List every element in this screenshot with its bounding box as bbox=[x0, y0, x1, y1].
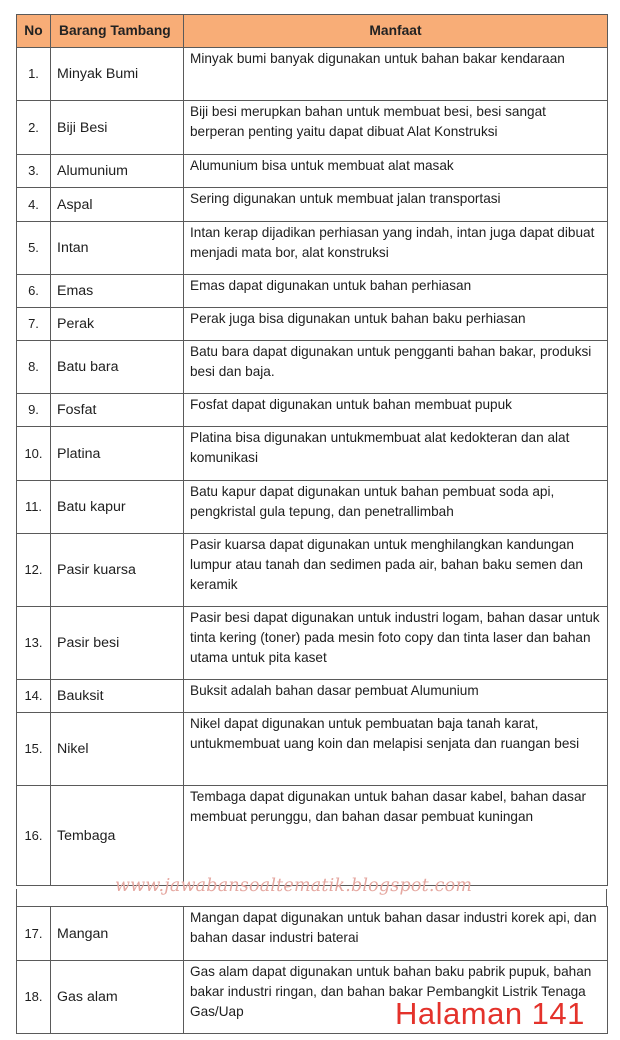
row-use: Intan kerap dijadikan perhiasan yang indah, intan juga dapat dibuat menjadi mata bor, alat konstruksi bbox=[184, 222, 608, 275]
table-row bbox=[17, 607, 608, 680]
table-row bbox=[17, 907, 608, 961]
row-use: Batu kapur dapat digunakan untuk bahan pembuat soda api, pengkristal gula tepung, dan penetrallimbah bbox=[184, 481, 608, 534]
row-item: Batu kapur bbox=[51, 481, 184, 534]
row-use: Biji besi merupkan bahan untuk membuat besi, besi sangat berperan penting yaitu dapat dibuat Alat Konstruksi bbox=[184, 101, 608, 155]
row-use: Pasir besi dapat digunakan untuk industri logam, bahan dasar untuk tinta kering (toner) pada mesin foto copy dan tinta laser dan bahan utama untuk pita kaset bbox=[184, 607, 608, 680]
row-use: Perak juga bisa digunakan untuk bahan baku perhiasan bbox=[184, 308, 608, 341]
table-row bbox=[17, 101, 608, 155]
row-use: Fosfat dapat digunakan untuk bahan membuat pupuk bbox=[184, 394, 608, 427]
row-no: 3. bbox=[17, 155, 51, 188]
row-no: 8. bbox=[17, 341, 51, 394]
row-item: Perak bbox=[51, 308, 184, 341]
table-row bbox=[17, 680, 608, 713]
row-item: Emas bbox=[51, 275, 184, 308]
table-row bbox=[17, 48, 608, 101]
table-row bbox=[17, 155, 608, 188]
page-number-label: Halaman 141 bbox=[395, 996, 585, 1031]
row-use: Buksit adalah bahan dasar pembuat Alumunium bbox=[184, 680, 608, 713]
table-row bbox=[17, 275, 608, 308]
row-item: Pasir kuarsa bbox=[51, 534, 184, 607]
table-row bbox=[17, 394, 608, 427]
table-row bbox=[17, 534, 608, 607]
row-item: Mangan bbox=[51, 907, 184, 961]
row-no: 12. bbox=[17, 534, 51, 607]
row-no: 1. bbox=[17, 48, 51, 101]
table-row bbox=[17, 308, 608, 341]
row-item: Biji Besi bbox=[51, 101, 184, 155]
table-row bbox=[17, 481, 608, 534]
row-no: 6. bbox=[17, 275, 51, 308]
row-item: Aspal bbox=[51, 188, 184, 222]
row-item: Tembaga bbox=[51, 786, 184, 886]
row-no: 16. bbox=[17, 786, 51, 886]
row-item: Pasir besi bbox=[51, 607, 184, 680]
row-item: Alumunium bbox=[51, 155, 184, 188]
row-item: Minyak Bumi bbox=[51, 48, 184, 101]
row-item: Intan bbox=[51, 222, 184, 275]
row-use: Platina bisa digunakan untukmembuat alat kedokteran dan alat komunikasi bbox=[184, 427, 608, 481]
table-border-left bbox=[16, 889, 17, 906]
table-row bbox=[17, 786, 608, 886]
row-use: Nikel dapat digunakan untuk pembuatan baja tanah karat, untukmembuat uang koin dan melapisi senjata dan ruangan besi bbox=[184, 713, 608, 786]
row-no: 10. bbox=[17, 427, 51, 481]
row-use: Batu bara dapat digunakan untuk pengganti bahan bakar, produksi besi dan baja. bbox=[184, 341, 608, 394]
row-item: Platina bbox=[51, 427, 184, 481]
row-use: Tembaga dapat digunakan untuk bahan dasar kabel, bahan dasar membuat perunggu, dan bahan dasar pembuat kuningan bbox=[184, 786, 608, 886]
row-item: Bauksit bbox=[51, 680, 184, 713]
row-item: Nikel bbox=[51, 713, 184, 786]
row-no: 7. bbox=[17, 308, 51, 341]
row-no: 9. bbox=[17, 394, 51, 427]
table-border-right bbox=[606, 889, 607, 906]
row-item: Batu bara bbox=[51, 341, 184, 394]
table-row bbox=[17, 341, 608, 394]
row-item: Fosfat bbox=[51, 394, 184, 427]
row-no: 4. bbox=[17, 188, 51, 222]
table-row bbox=[17, 713, 608, 786]
row-no: 15. bbox=[17, 713, 51, 786]
row-no: 5. bbox=[17, 222, 51, 275]
row-use: Gas alam dapat digunakan untuk bahan baku pabrik pupuk, bahan bakar industri ringan, dan bahan bakar Pembangkit Listrik Tenaga Gas/Uap bbox=[184, 961, 608, 1034]
row-use: Mangan dapat digunakan untuk bahan dasar industri korek api, dan bahan dasar industri baterai bbox=[184, 907, 608, 961]
header-item: Barang Tambang bbox=[51, 15, 184, 48]
row-no: 14. bbox=[17, 680, 51, 713]
header-no: No bbox=[17, 15, 51, 48]
row-use: Sering digunakan untuk membuat jalan transportasi bbox=[184, 188, 608, 222]
row-use: Minyak bumi banyak digunakan untuk bahan bakar kendaraan bbox=[184, 48, 608, 101]
row-no: 11. bbox=[17, 481, 51, 534]
table-header-row bbox=[17, 15, 608, 48]
mining-goods-table bbox=[16, 14, 608, 886]
row-item: Gas alam bbox=[51, 961, 184, 1034]
header-use: Manfaat bbox=[184, 15, 608, 48]
table-row bbox=[17, 427, 608, 481]
table-row bbox=[17, 188, 608, 222]
row-use: Pasir kuarsa dapat digunakan untuk menghilangkan kandungan lumpur atau tanah dan sedimen pada air, bahan baku semen dan keramik bbox=[184, 534, 608, 607]
row-no: 13. bbox=[17, 607, 51, 680]
watermark-url: www.jawabansoaltematik.blogspot.com bbox=[115, 876, 473, 896]
row-use: Emas dapat digunakan untuk bahan perhiasan bbox=[184, 275, 608, 308]
row-use: Alumunium bisa untuk membuat alat masak bbox=[184, 155, 608, 188]
table-row bbox=[17, 222, 608, 275]
row-no: 18. bbox=[17, 961, 51, 1034]
row-no: 2. bbox=[17, 101, 51, 155]
row-no: 17. bbox=[17, 907, 51, 961]
